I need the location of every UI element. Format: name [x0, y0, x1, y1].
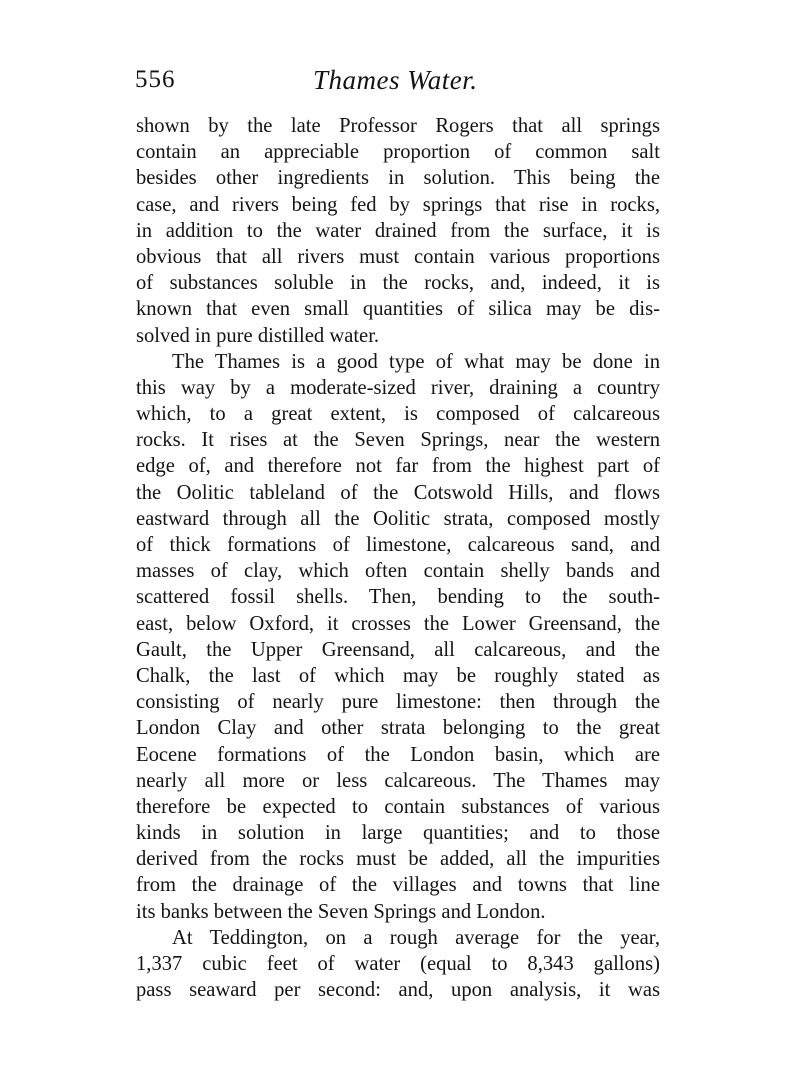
text-line: kinds in solution in large quantities; and to those — [136, 822, 660, 845]
text-line: obvious that all rivers must contain various proportions — [136, 245, 660, 268]
text-line: scattered fossil shells. Then, bending to the south- — [136, 586, 660, 609]
paragraph-2 — [136, 349, 660, 925]
text-line: which, to a great extent, is composed of calcareous — [136, 403, 660, 426]
text-line: consisting of nearly pure limestone: then through the — [136, 691, 660, 714]
text-line: derived from the rocks must be added, all the impurities — [136, 848, 660, 871]
paragraph-3 — [136, 925, 660, 1004]
text-line: The Thames is a good type of what may be done in — [172, 350, 660, 373]
body-text — [136, 113, 660, 1003]
text-line: Eocene formations of the London basin, which are — [136, 743, 660, 766]
paragraph-1 — [136, 113, 660, 349]
text-line: rocks. It rises at the Seven Springs, near the western — [136, 429, 660, 452]
text-line: its banks between the Seven Springs and London. — [136, 900, 546, 923]
text-line: eastward through all the Oolitic strata, composed mostly — [136, 507, 660, 530]
text-line: Chalk, the last of which may be roughly stated as — [136, 664, 660, 687]
text-line: Gault, the Upper Greensand, all calcareous, and the — [136, 638, 660, 661]
text-line: London Clay and other strata belonging to the great — [136, 717, 660, 740]
text-line: At Teddington, on a rough average for the year, — [172, 926, 660, 949]
text-line: the Oolitic tableland of the Cotswold Hills, and flows — [136, 481, 660, 504]
text-line: solved in pure distilled water. — [136, 324, 380, 347]
text-line: east, below Oxford, it crosses the Lower Greensand, the — [136, 612, 660, 635]
text-line: masses of clay, which often contain shelly bands and — [136, 560, 660, 583]
text-line: edge of, and therefore not far from the highest part of — [136, 455, 660, 478]
text-line: 1,337 cubic feet of water (equal to 8,343 gallons) — [136, 953, 660, 975]
text-line: therefore be expected to contain substances of various — [136, 795, 660, 818]
text-line: of thick formations of limestone, calcareous sand, and — [136, 534, 660, 556]
text-line: this way by a moderate-sized river, draining a country — [136, 376, 660, 399]
text-line: shown by the late Professor Rogers that all springs — [136, 115, 660, 137]
text-line: contain an appreciable proportion of common salt — [136, 141, 660, 164]
text-line: nearly all more or less calcareous. The Thames may — [136, 769, 660, 792]
text-line: in addition to the water drained from the surface, it is — [136, 219, 660, 242]
page-header — [135, 63, 660, 97]
text-line: from the drainage of the villages and towns that line — [136, 874, 660, 897]
text-line: case, and rivers being fed by springs that rise in rocks, — [136, 193, 660, 216]
text-line: of substances soluble in the rocks, and, indeed, it is — [136, 272, 660, 295]
page-number: 556 — [135, 66, 176, 93]
running-title: Thames Water. — [313, 65, 478, 95]
text-line: pass seaward per second: and, upon analysis, it was — [136, 979, 660, 1002]
text-line: known that even small quantities of silica may be dis- — [136, 298, 660, 321]
text-line: besides other ingredients in solution. This being the — [136, 167, 660, 190]
